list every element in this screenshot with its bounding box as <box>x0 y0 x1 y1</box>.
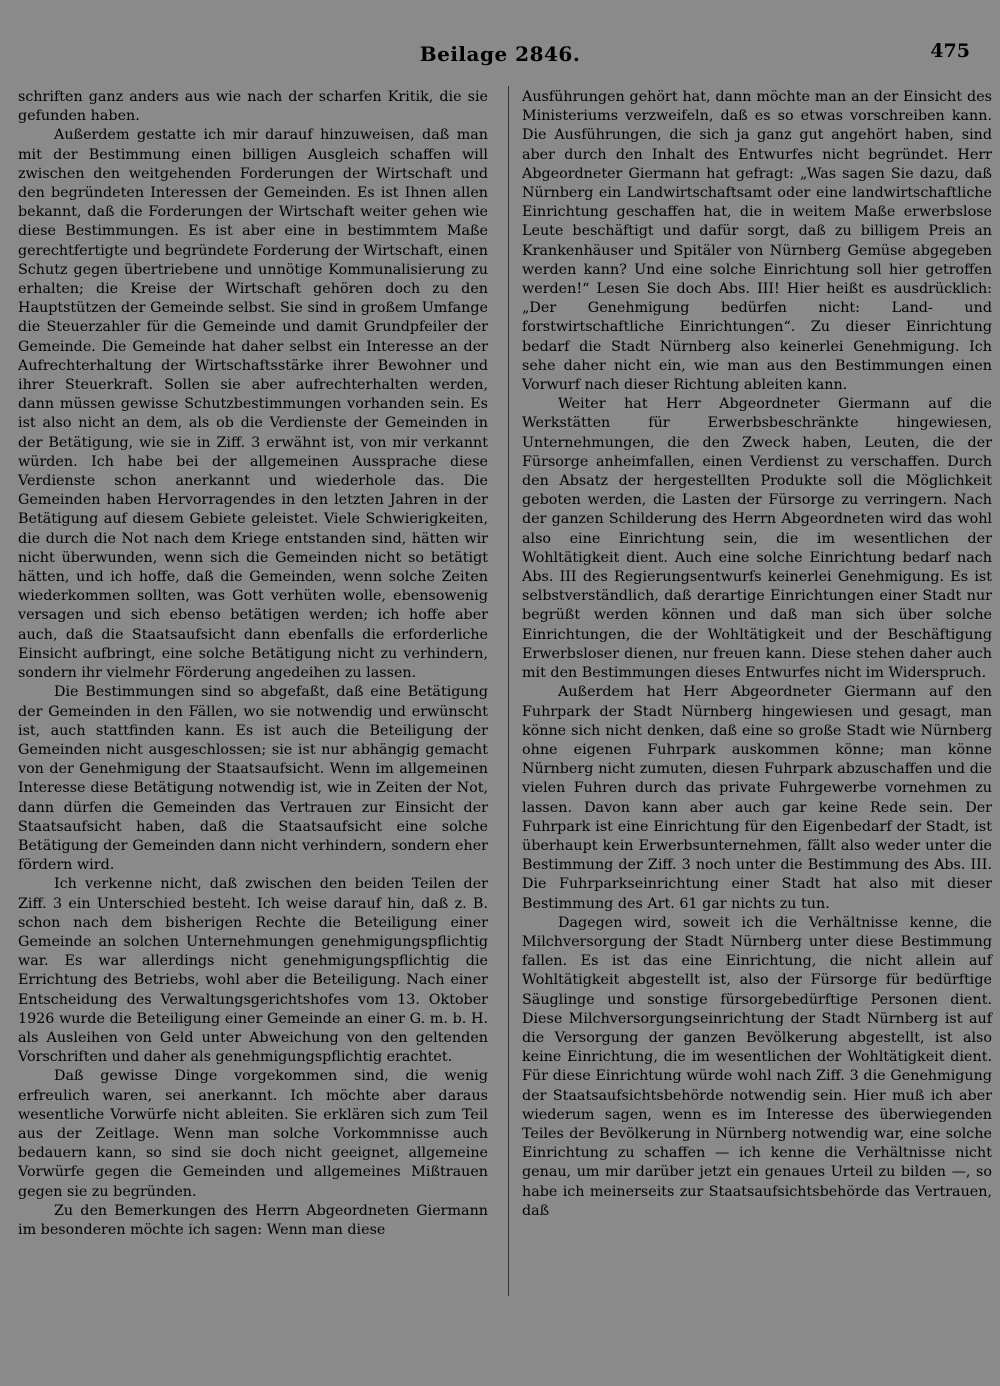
paragraph: Dagegen wird, soweit ich die Verhältnisse kenne, die Milchversorgung der Stadt Nürnberg unter diese Bestimmung fallen. Es ist das eine Einrichtung, die nicht allein auf Wohltätigkeit abgestellt ist, also der Fürsorge für bedürftige Säuglinge und sonstige fürsorgebedürftige Personen dient. Diese Milchversorgungseinrichtung der Stadt Nürnberg ist auf die Versorgung der ganzen Bevölkerung abgestellt, ist also keine Einrichtung, die im wesentlichen der Wohltätigkeit dient. Für diese Einrichtung würde wohl nach Ziff. 3 die Genehmigung der Staatsaufsichtsbehörde notwendig sein. Hier muß ich aber wiederum sagen, wenn es im Interesse des überwiegenden Teiles der Bevölkerung in Nürnberg notwendig war, eine solche Einrichtung zu schaffen — ich kenne die Verhältnisse nicht genau, um mir darüber jetzt ein genaues Urteil zu bilden —, so habe ich meinerseits zur Staatsaufsichtsbehörde das Vertrauen, daß <box>522 914 992 1219</box>
paragraph: Daß gewisse Dinge vorgekommen sind, die wenig erfreulich waren, sei anerkannt. Ich möchte aber daraus wesentliche Vorwürfe nicht ableiten. Sie erklären sich zum Teil aus der Zeitlage. Wenn man solche Vorkommnisse auch bedauern kann, so sind sie doch nicht geeignet, allgemeine Vorwürfe gegen die Gemeinden und allgemeines Mißtrauen gegen sie zu begründen. <box>18 1068 488 1200</box>
paragraph: Ausführungen gehört hat, dann möchte man an der Einsicht des Ministeriums verzweifeln, daß es so etwas vorschreiben kann. Die Ausführungen, die sich ja ganz gut angehört haben, sind aber durch den Inhalt des Entwurfes nicht begründet. Herr Abgeordneter Giermann hat gefragt: „Was sagen Sie dazu, daß Nürnberg ein Landwirtschaftsamt oder eine landwirtschaftliche Einrichtung geschaffen hat, die in weitem Maße erwerbslose Leute beschäftigt und dafür sorgt, daß zu billigem Preis an Krankenhäuser und Spitäler von Nürnberg Gemüse abgegeben werden kann? Und eine solche Einrichtung soll hier getroffen werden!“ Lesen Sie doch Abs. III! Hier heißt es ausdrücklich: „Der Genehmigung bedürfen nicht: Land- und forstwirtschaftliche Einrichtungen“. Zu dieser Einrichtung bedarf die Stadt Nürnberg also keinerlei Genehmigung. Ich sehe daher nicht ein, wie man aus den Bestimmungen einen Vorwurf nach dieser Richtung ableiten kann. <box>522 89 992 394</box>
paragraph: schriften ganz anders aus wie nach der scharfen Kritik, die sie gefunden haben. <box>18 89 488 125</box>
paragraph: Außerdem gestatte ich mir darauf hinzuweisen, daß man mit der Bestimmung einen billigen Ausgleich schaffen will zwischen den weitgehenden Forderungen der Wirtschaft und den begründeten Interessen der Gemeinden. Es ist Ihnen allen bekannt, daß die Forderungen der Wirtschaft weiter gehen wie diese Bestimmungen. Es ist aber eine in bestimmtem Maße gerechtfertigte und begründete Forderung der Wirtschaft, einen Schutz gegen übertriebene und unnötige Kommunalisierung zu erhalten; die Kreise der Wirtschaft gehören doch zu den Hauptstützen der Gemeinde selbst. Sie sind in großem Umfange die Steuerzahler für die Gemeinde und damit Grundpfeiler der Gemeinde. Die Gemeinde hat daher selbst ein Interesse an der Aufrechterhaltung der Wirtschaftsstärke ihrer Bewohner und ihrer Steuerkraft. Sollen sie aber aufrechterhalten werden, dann müssen gewisse Schutzbestimmungen vorhanden sein. Es ist also nicht an dem, als ob die Verdienste der Gemeinden in der Betätigung, wie sie in Ziff. 3 erwähnt ist, von mir verkannt würden. Ich habe bei der allgemeinen Aussprache diese Verdienste schon anerkannt und wiederhole das. Die Gemeinden haben Hervorragendes in den letzten Jahren in der Betätigung auf diesem Gebiete geleistet. Viele Schwierigkeiten, die durch die Not nach dem Kriege entstanden sind, hätten wir nicht überwunden, wenn sich die Gemeinden nicht so betätigt hätten, und ich hoffe, daß die Gemeinden, wenn solche Zeiten wiederkommen sollten, was Gott verhüten wolle, ebensowenig versagen und sich ebenso betätigen werden; ich hoffe aber auch, daß die Staatsaufsicht dann ebenfalls die erforderliche Einsicht aufbringt, eine solche Betätigung nicht zu verhindern, sondern ihr vielmehr Förderung angedeihen zu lassen. <box>18 127 489 682</box>
paragraph: Zu den Bemerkungen des Herrn Abgeordneten Giermann im besonderen möchte ich sagen: Wenn man diese <box>18 1202 488 1238</box>
paragraph: Die Bestimmungen sind so abgefaßt, daß eine Betätigung der Gemeinden in den Fällen, wo sie notwendig und erwünscht ist, auch stattfinden kann. Es ist auch die Beteiligung der Gemeinden nicht ausgeschlossen; sie ist nur abhängig gemacht von der Genehmigung der Staatsaufsicht. Wenn im allgemeinen Interesse diese Betätigung notwendig ist, wie in Zeiten der Not, dann dürfen die Gemeinden das Vertrauen zur Einsicht der Staatsaufsicht haben, daß die Staatsaufsicht eine solche Betätigung der Gemeinden dann nicht verhindern, sondern eher fördern wird. <box>18 684 488 874</box>
paragraph: Außerdem hat Herr Abgeordneter Giermann auf den Fuhrpark der Stadt Nürnberg hingewiesen und gesagt, man könne sich nicht denken, daß eine so große Stadt wie Nürnberg ohne eigenen Fuhrpark auskommen könne; man könne Nürnberg nicht zumuten, diesen Fuhrpark abzuschaffen und die vielen Fuhren durch das private Fuhrgewerbe vornehmen zu lassen. Davon kann aber auch gar keine Rede sein. Der Fuhrpark ist eine Einrichtung für den Eigenbedarf der Stadt, ist überhaupt kein Erwerbsunternehmen, fällt also weder unter die Bestimmung der Ziff. 3 noch unter die Bestimmung des Abs. III. Die Fuhrparkseinrichtung einer Stadt hat also mit dieser Bestimmung des Art. 61 gar nichts zu tun. <box>522 684 992 912</box>
left-text-column <box>18 88 488 1240</box>
column-divider <box>508 86 509 1296</box>
page-header-title: Beilage 2846. <box>419 42 581 66</box>
right-text-column <box>522 88 992 1221</box>
page-number: 475 <box>930 40 970 62</box>
paragraph: Weiter hat Herr Abgeordneter Giermann auf die Werkstätten für Erwerbsbeschränkte hingewiesen, Unternehmungen, die den Zweck haben, Leuten, die der Fürsorge anheimfallen, einen Verdienst zu verschaffen. Durch den Absatz der hergestellten Produkte soll die Möglichkeit geboten werden, die Lasten der Fürsorge zu verringern. Nach der ganzen Schilderung des Herrn Abgeordneten wird das wohl also eine Einrichtung sein, die im wesentlichen der Wohltätigkeit dient. Auch eine solche Einrichtung bedarf nach Abs. III des Regierungsentwurfs keinerlei Genehmigung. Es ist selbstverständlich, daß derartige Einrichtungen einer Stadt nur begrüßt werden können und daß man sich über solche Einrichtungen, die der Wohltätigkeit und der Beschäftigung Erwerbsloser dienen, nur freuen kann. Diese stehen daher auch mit den Bestimmungen dieses Entwurfes nicht im Widerspruch. <box>522 396 992 682</box>
paragraph: Ich verkenne nicht, daß zwischen den beiden Teilen der Ziff. 3 ein Unterschied besteht. Ich weise darauf hin, daß z. B. schon nach dem bisherigen Rechte die Beteiligung einer Gemeinde an solchen Unternehmungen genehmigungspflichtig war. Es war allerdings nicht genehmigungspflichtig die Errichtung des Betriebs, wohl aber die Beteiligung. Nach einer Entscheidung des Verwaltungsgerichtshofes vom 13. Oktober 1926 wurde die Beteiligung einer Gemeinde an einer G. m. b. H. als Ausleihen von Geld unter Abweichung von den geltenden Vorschriften und daher als genehmigungspflichtig erachtet. <box>18 876 488 1066</box>
